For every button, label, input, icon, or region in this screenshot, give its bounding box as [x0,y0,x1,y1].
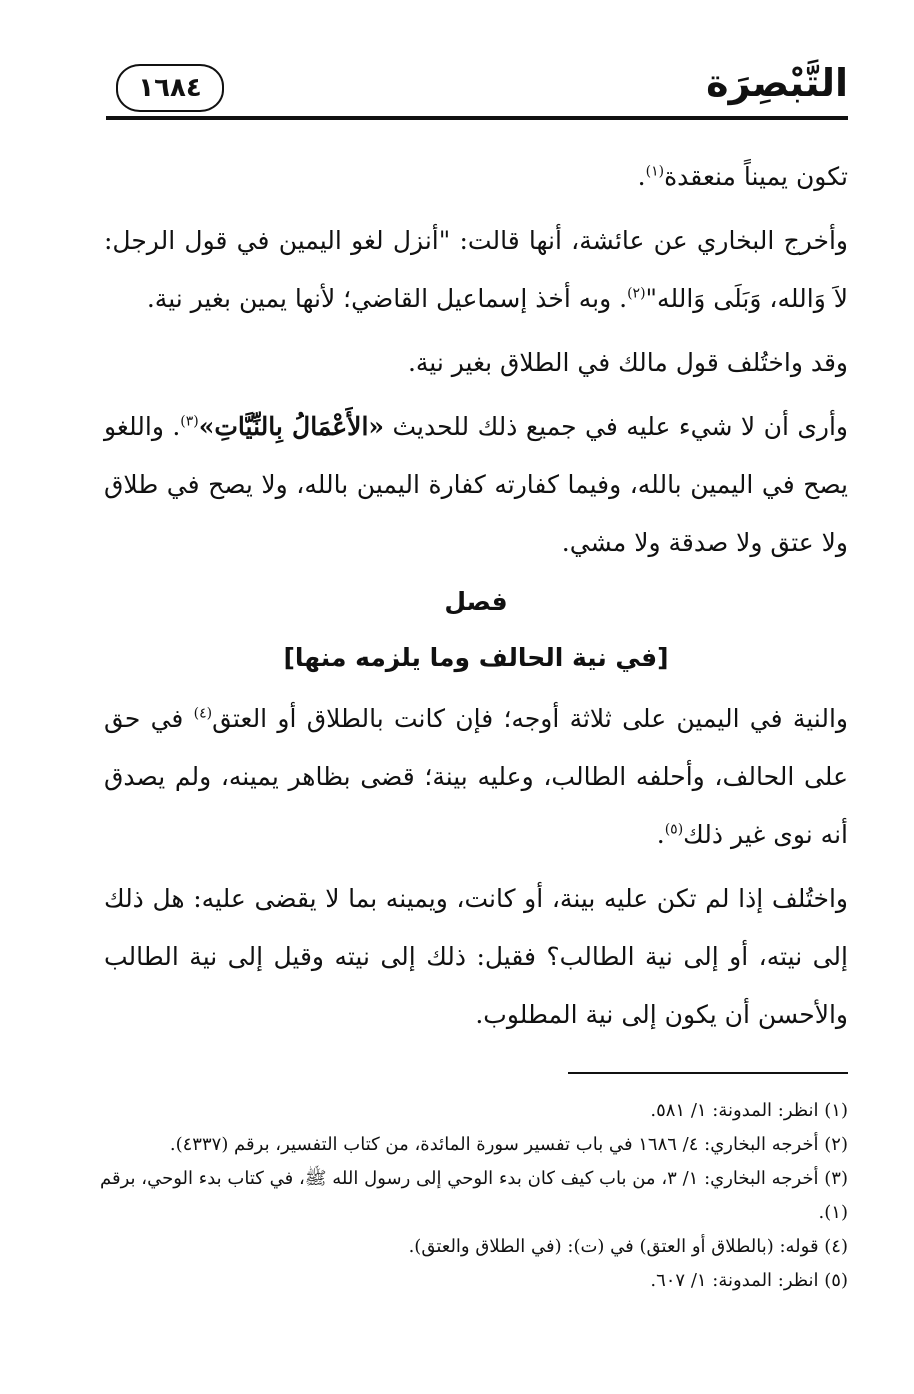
footnote-2: (٢) أخرجه البخاري: ٤/ ١٦٨٦ في باب تفسير سورة المائدة، من كتاب التفسير، برقم (٤٣٣٧). [169,1134,848,1155]
paragraph-2 [104,212,848,328]
paragraph-4-text-b: . واللغو يصح في اليمين بالله، وفيما كفارته كفارة اليمين بالله، ولا يصح في طلاق ولا عتق ولا صدقة ولا مشي. [104,412,848,557]
paragraph-4-text-a: وأرى أن لا شيء عليه في جميع ذلك للحديث [384,412,849,441]
paragraph-2-text-b: . وبه أخذ إسماعيل القاضي؛ لأنها يمين بغير نية. [146,284,628,313]
footnote-separator [568,1072,848,1074]
footnote-ref-4: (٤) [193,705,213,722]
footnote-ref-2: (٢) [627,285,646,302]
paragraph-6: واختُلف إذا لم تكن عليه بينة، أو كانت، ويمينه بما لا يقضى عليه: هل ذلك إلى نيته، أو إلى نية الطالب؟ فقيل: ذلك إلى نيته وقيل إلى نية الطالب والأحسن أن يكون إلى نية المطلوب. [104,884,848,1029]
header-rule [106,116,848,120]
footnotes [100,1094,848,1298]
paragraph-1 [104,148,848,206]
page-number: ١٦٨٤ [116,64,224,112]
paragraph-4 [104,398,848,572]
section-subtitle: [في نية الحالف وما يلزمه منها] [283,643,669,672]
footnote-ref-3: (٣) [180,413,199,430]
section-title: فصل [444,587,508,616]
paragraph-5-text-a: والنية في اليمين على ثلاثة أوجه؛ فإن كانت بالطلاق أو العتق [212,704,848,733]
page-header [106,52,848,124]
paragraph-5-text-b: في حق على الحالف، وأحلفه الطالب، وعليه بينة؛ قضى بظاهر يمينه، ولم يصدق أنه نوى غير ذلك [104,704,848,849]
paragraph-3: وقد واختُلف قول مالك في الطلاق بغير نية. [407,348,848,377]
footnote-ref-5: (٥) [664,821,684,838]
footnote-ref-1: (١) [645,163,665,180]
paragraph-1-text: تكون يميناً منعقدة [664,162,848,191]
book-title: التَّبْصِرَة [706,61,848,105]
main-text [104,148,848,1044]
paragraph-5-end: . [656,820,665,849]
footnote-3: (٣) أخرجه البخاري: ١/ ٣، من باب كيف كان بدء الوحي إلى رسول الله ﷺ، في كتاب بدء الوحي، برقم (١). [100,1168,848,1223]
footnote-5: (٥) انظر: المدونة: ١/ ٦٠٧. [650,1270,848,1291]
paragraph-5 [104,690,848,864]
hadith-quote: «الأَعْمَالُ بِالنِّيَّاتِ» [198,412,385,441]
footnote-1: (١) انظر: المدونة: ١/ ٥٨١. [650,1100,848,1121]
footnote-4: (٤) قوله: (بالطلاق أو العتق) في (ت): (في الطلاق والعتق). [408,1236,848,1257]
paragraph-2-text-a: وأخرج البخاري عن عائشة، أنها قالت: "أنزل لغو اليمين في قول الرجل: لاَ وَالله، وَبَلَى وَالله" [104,226,848,313]
paragraph-1-end: . [637,162,646,191]
